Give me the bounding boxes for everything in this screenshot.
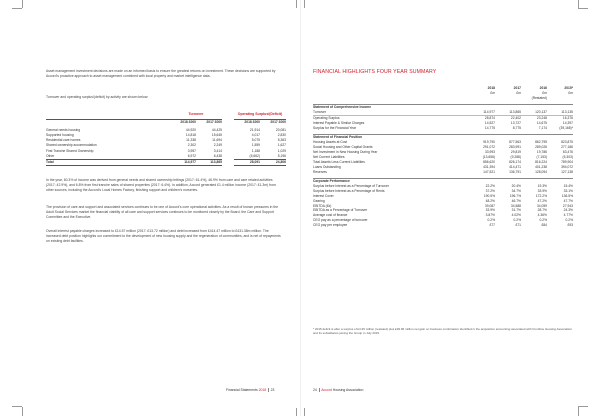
cell: 1,627 [277,143,286,148]
row-label: Supported housing [46,133,74,138]
cell: 20,081 [275,128,286,133]
table-row: Interest Payable & Similar Charges 14,527 13,727 14,675 14,397 [313,121,573,126]
section-header: Statement of Financial Position [313,134,573,140]
footnote: * 2015 deficit is after a surplus of £4.35 million (restated) plus £39.96 million net gain on business combination identified in the acquisition accounting associated with Frontline Housing Association and its subsidiaries joining the Group in July 2015. [313,327,572,336]
table-row: Total Assets Less Current Liabilities 856,620 826,174 816,224 789,904 [313,159,573,164]
unit-label: £m [490,91,495,95]
cell: (5,662) [249,153,260,158]
col-header: 2017 £000 [206,120,222,125]
page-number: 24 [313,388,317,392]
cell: 114,977 [170,159,196,165]
cell: 5,196 [277,153,286,158]
table-row: Net Current Liabilities (13,656) (9,288) (7,153) (5,303) [313,154,573,159]
cell: 4,017 [251,133,260,138]
income-paragraph: In the year, 60.3% of income was derived from general needs and shared ownership lettings (2017: 61.4%), 46.9% from care and care related activities (2017: 42.9%), and 6.8% from first tranche sales of shared properties (2017: 6.4%). In addition, Accord generated £1.4 million income (2017: £1.3m) from other sources, including the Accord's Local Homes Factory, finishing support and children's nurseries. [46,178,276,193]
table-row: Surplus for the Financial Year 14,775 8,775 7,174 (39,168)* [313,125,573,130]
unit-label: £m [516,91,521,95]
cell: 2,830 [277,133,286,138]
cell: 44,425 [211,128,222,133]
year-header: 2016 [539,86,547,91]
unit-label: £m [542,91,547,95]
footer-org: Housing Association [332,388,364,392]
cell: 28,091 [234,159,260,165]
cell: 113,865 [196,159,222,165]
cell: 1,559 [251,143,260,148]
cell: 1,029 [277,148,286,153]
col-header: 2018 £000 [244,120,260,125]
summary-title: FINANCIAL HIGHLIGHTS FOUR YEAR SUMMARY [313,69,437,75]
page-number: 23 [270,388,275,392]
table-row: Gearing 48.2% 46.7% 47.2% 47.7% [313,198,573,203]
table-row: EBITDA (£k) 39,087 34,588 34,059 27,943 [313,203,573,208]
table-total-row [46,159,286,165]
four-year-summary-table [313,86,573,228]
col-header: 2018 £000 [180,120,196,125]
group-turnover: Turnover [188,112,204,116]
table-row: CEO pay per employee £77 £71 £84 £93 [313,223,573,228]
interest-paragraph: Overall interest payable charges increased to £14.57 million (2017: £13.72 million) and debt increased from £414.47 million to £431.38m million. The increased debt position highlights our commitment to the development of new housing supply and the regeneration of communities, and is net of repayments on existing debt facilities. [46,229,281,244]
table-row: Social Housing and Other Capital Grants 291,072 283,991 289,026 277,186 [313,145,573,150]
table-row: Average cost of finance 3.87% 4.02% 4.36% 4.77% [313,213,573,218]
page-footer [313,388,363,392]
cell: 6,972 [187,153,196,158]
table-row: Reserves 147,521 136,791 128,094 127,138 [313,169,573,174]
table-row: EBITDA as a Percentage of Turnover 33.9% 31.7% 28.7% 24.3% [313,208,573,213]
cell: 11,338 [186,138,196,143]
cell: 44,920 [185,128,196,133]
cell: 14,818 [185,133,196,138]
unit-label: £m [568,91,573,95]
footer-title: Financial Statements [226,388,258,392]
activity-table [46,112,286,166]
cell: 1,188 [251,148,260,153]
col-header: 2017 £000 [270,120,286,125]
page-footer [226,388,274,392]
cell: 6,438 [213,153,222,158]
cell: 2,249 [213,143,222,148]
table-row: Surplus before Interest as a Percentage of Rents 37.2% 34.7% 33.9% 33.1% [313,188,573,193]
cell: 5,075 [251,138,260,143]
cell: 2,302 [187,143,196,148]
row-label: First Tranche Shared Ownership [46,148,94,153]
cell: 21,914 [249,128,260,133]
row-label: Total [46,159,170,165]
table-intro: Turnover and operating surplus/(deficit) by activity are shown below: [46,95,149,99]
year-header: 2018 [487,86,495,91]
cell: 3,957 [187,148,196,153]
cell: 5,363 [277,138,286,143]
cell: 3,414 [213,148,222,153]
year-header: 2015* [564,86,573,91]
table-row: Interest Cover 190.5% 196.7% 172.2% 136.5% [313,193,573,198]
intro-paragraph: Asset management investment decisions are made on an informed basis to ensure the greatest returns on investment. These decisions are supported by Accord's proactive approach to asset management combined with local property and market intelligence data. [46,69,276,79]
section-header: Corporate Performance [313,178,573,184]
footer-year: 2018 [258,388,267,392]
table-row: Operating Surplus 28,874 22,402 23,248 16,376 [313,116,573,121]
row-label: Other [46,153,55,158]
cell: 15,645 [211,133,222,138]
care-paragraph: The provision of care and support and associated services continues to be one of Accord's core operational activities. As a result of known pressures in the Adult Social Services market the financial viability of all care and support services continues to be monitored closely by the Board, the Care and Support Committee and the Executive. [46,205,279,220]
group-operating-surplus: Operating Surplus/(Deficit) [237,112,283,116]
cell: 11,694 [212,138,222,143]
cell: 24,806 [260,159,286,165]
table-row: Loans Outstanding 431,394 414,471 401,238 394,072 [313,164,573,169]
restated-label: (Restated) [531,95,547,100]
table-row: Surplus before Interest as a Percentage of Turnover 22.2% 20.4% 19.3% 15.4% [313,183,573,188]
table-row: Turnover 114,977 113,865 120,137 113,135 [313,110,573,115]
section-header: Statement of Comprehensive Income [313,104,573,110]
row-label: Shared ownership accommodation [46,143,97,148]
table-row: CEO pay as a percentage of turnover 0.2% 0.2% 0.2% 0.2% [313,218,573,223]
row-label: Residential care homes [46,138,81,143]
table-row: Net Investment in New Housing During Year 33,993 29,819 19,786 63,476 [313,150,573,155]
footer-brand: Accord [321,388,332,392]
row-label: General needs housing [46,128,81,133]
table-row: Housing Assets at Cost 919,790 877,563 862,795 823,875 [313,140,573,145]
year-header: 2017 [513,86,521,91]
